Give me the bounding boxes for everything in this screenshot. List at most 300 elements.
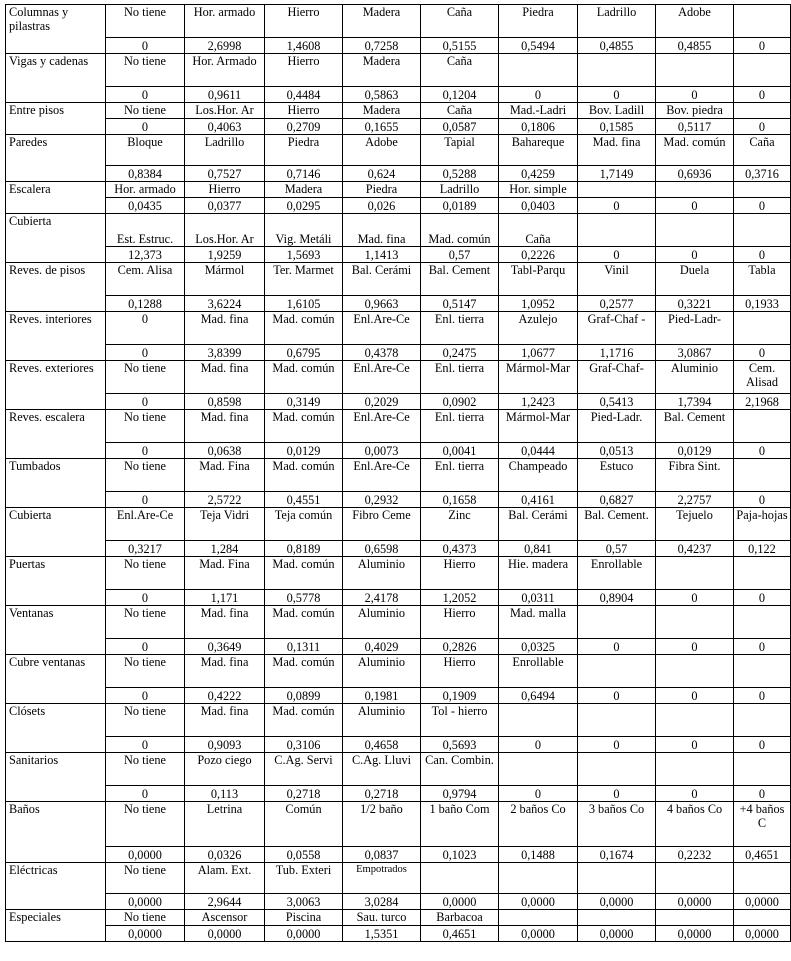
option-cell: Mad. fina (185, 606, 265, 639)
value-cell: 0,0435 (106, 198, 185, 214)
option-cell: Mad. común (265, 312, 343, 345)
option-cell: Hierro (185, 182, 265, 198)
option-cell (734, 103, 791, 119)
value-cell: 0,2226 (499, 247, 578, 263)
value-cell: 0,0000 (656, 894, 734, 910)
category-label: Cubierta (6, 214, 106, 263)
value-cell: 1,1716 (578, 345, 656, 361)
value-cell: 0,0073 (343, 443, 421, 459)
option-cell: Enl.Are-Ce (343, 312, 421, 345)
option-cell: Caña (421, 54, 499, 87)
value-cell: 0 (106, 119, 185, 135)
value-cell: 0 (734, 786, 791, 802)
value-cell: 0,2718 (265, 786, 343, 802)
option-cell: Caña (421, 5, 499, 38)
value-cell: 0,1981 (343, 688, 421, 704)
option-cell: Can. Combin. (421, 753, 499, 786)
option-row (6, 802, 791, 847)
category-label: Entre pisos (6, 103, 106, 135)
option-cell: Madera (343, 54, 421, 87)
option-cell: Teja común (265, 508, 343, 541)
option-cell: Empotrados (343, 863, 421, 894)
option-cell: Tub. Exteri (265, 863, 343, 894)
value-cell: 0,1488 (499, 847, 578, 863)
value-cell: 0,1311 (265, 639, 343, 655)
value-cell: 0 (734, 492, 791, 508)
option-cell: No tiene (106, 704, 185, 737)
option-cell: Tapial (421, 135, 499, 166)
option-cell: Los.Hor. Ar (185, 214, 265, 247)
value-cell: 0,0000 (265, 926, 343, 942)
value-cell: 0 (578, 87, 656, 103)
option-cell: Enl. tierra (421, 361, 499, 394)
option-cell: Caña (499, 214, 578, 247)
option-cell: No tiene (106, 557, 185, 590)
option-cell: Mármol-Mar (499, 410, 578, 443)
value-cell: 0,1655 (343, 119, 421, 135)
value-cell: 0 (106, 87, 185, 103)
value-cell: 0,1023 (421, 847, 499, 863)
value-cell: 2,2757 (656, 492, 734, 508)
option-cell: Piedra (499, 5, 578, 38)
value-cell: 0,5413 (578, 394, 656, 410)
value-cell: 0,7146 (265, 166, 343, 182)
option-cell: Enl. tierra (421, 459, 499, 492)
value-cell: 0 (734, 119, 791, 135)
table-body (6, 5, 791, 942)
value-cell: 0,0403 (499, 198, 578, 214)
value-cell: 0,6494 (499, 688, 578, 704)
value-cell: 0,0000 (421, 894, 499, 910)
value-cell: 0,0000 (734, 926, 791, 942)
option-cell: Mad. común (265, 606, 343, 639)
option-cell: Paja-hojas (734, 508, 791, 541)
option-cell: Graf-Chaf - (578, 312, 656, 345)
value-cell: 0 (106, 345, 185, 361)
value-cell: 0,5863 (343, 87, 421, 103)
value-cell: 0 (656, 198, 734, 214)
option-cell: 2 baños Co (499, 802, 578, 847)
value-cell: 1,284 (185, 541, 265, 557)
option-cell: Mad. común (656, 135, 734, 166)
value-cell: 0 (656, 87, 734, 103)
option-cell (421, 863, 499, 894)
option-row (6, 182, 791, 198)
value-cell: 0 (578, 639, 656, 655)
option-cell: Enl. tierra (421, 312, 499, 345)
option-cell: Mad.-Ladri (499, 103, 578, 119)
value-cell: 3,0284 (343, 894, 421, 910)
option-cell: Mad. fina (185, 655, 265, 688)
value-cell: 0 (499, 737, 578, 753)
option-row (6, 214, 791, 247)
value-cell: 0,2709 (265, 119, 343, 135)
value-cell: 0,0000 (185, 926, 265, 942)
option-cell: Mad. fina (185, 312, 265, 345)
option-row (6, 312, 791, 345)
value-cell: 0,5147 (421, 296, 499, 312)
option-cell: Mad. común (265, 655, 343, 688)
option-row (6, 263, 791, 296)
option-cell: Ladrillo (421, 182, 499, 198)
option-cell: Enl. tierra (421, 410, 499, 443)
value-row (6, 492, 791, 508)
category-label: Especiales (6, 910, 106, 942)
option-cell (578, 910, 656, 926)
value-row (6, 688, 791, 704)
value-cell: 2,4178 (343, 590, 421, 606)
option-cell: Mad. fina (578, 135, 656, 166)
option-cell: No tiene (106, 5, 185, 38)
value-cell: 0,0000 (106, 894, 185, 910)
value-cell: 0,8598 (185, 394, 265, 410)
value-cell: 0 (578, 688, 656, 704)
value-cell: 0 (656, 247, 734, 263)
value-cell: 0,0325 (499, 639, 578, 655)
category-label: Ventanas (6, 606, 106, 655)
option-cell (734, 704, 791, 737)
value-cell: 0,0129 (265, 443, 343, 459)
option-cell: Bloque (106, 135, 185, 166)
value-cell: 0 (106, 737, 185, 753)
option-cell: Fibro Ceme (343, 508, 421, 541)
value-cell: 0,1204 (421, 87, 499, 103)
value-row (6, 926, 791, 942)
option-cell: Hie. madera (499, 557, 578, 590)
option-cell: Mad. común (265, 410, 343, 443)
option-cell (499, 54, 578, 87)
table-container (5, 4, 788, 942)
category-label: Eléctricas (6, 863, 106, 910)
value-cell: 1,7149 (578, 166, 656, 182)
option-cell: Tejuelo (656, 508, 734, 541)
value-cell: 0,0513 (578, 443, 656, 459)
option-cell: Mad. común (265, 361, 343, 394)
option-cell (734, 606, 791, 639)
value-cell: 2,1968 (734, 394, 791, 410)
option-cell: Aluminio (343, 557, 421, 590)
value-cell: 0,0041 (421, 443, 499, 459)
option-cell (656, 655, 734, 688)
option-cell: Aluminio (343, 606, 421, 639)
value-cell: 0,6795 (265, 345, 343, 361)
option-cell: No tiene (106, 361, 185, 394)
option-cell: Mad. fina (185, 704, 265, 737)
value-row (6, 847, 791, 863)
value-cell: 0 (734, 688, 791, 704)
value-cell: 3,0063 (265, 894, 343, 910)
value-cell: 0,0000 (656, 926, 734, 942)
value-cell: 0,1674 (578, 847, 656, 863)
option-cell: Piedra (265, 135, 343, 166)
option-cell: 3 baños Co (578, 802, 656, 847)
option-cell: Bal. Cement (421, 263, 499, 296)
option-cell: Hierro (421, 606, 499, 639)
value-cell: 1,1413 (343, 247, 421, 263)
value-cell: 0,0902 (421, 394, 499, 410)
option-cell: Bov. Ladill (578, 103, 656, 119)
option-row (6, 5, 791, 38)
value-cell: 0,5494 (499, 38, 578, 54)
value-cell: 0,4063 (185, 119, 265, 135)
option-row (6, 410, 791, 443)
value-cell: 0,2826 (421, 639, 499, 655)
option-cell (656, 753, 734, 786)
option-cell: Letrina (185, 802, 265, 847)
option-cell: 1 baño Com (421, 802, 499, 847)
option-cell (578, 54, 656, 87)
category-label: Vigas y cadenas (6, 54, 106, 103)
value-row (6, 166, 791, 182)
value-cell: 0,3217 (106, 541, 185, 557)
category-label: Escalera (6, 182, 106, 214)
value-cell: 0 (106, 590, 185, 606)
option-cell: Tabl-Parqu (499, 263, 578, 296)
value-cell: 0 (106, 443, 185, 459)
option-row (6, 54, 791, 87)
value-cell: 0,0189 (421, 198, 499, 214)
option-row (6, 459, 791, 492)
value-cell: 0,2932 (343, 492, 421, 508)
option-cell: +4 baños C (734, 802, 791, 847)
value-row (6, 394, 791, 410)
option-cell: Vinil (578, 263, 656, 296)
option-cell: Ter. Marmet (265, 263, 343, 296)
option-cell (499, 704, 578, 737)
option-cell: Tabla (734, 263, 791, 296)
value-cell: 3,6224 (185, 296, 265, 312)
option-cell: Hor. simple (499, 182, 578, 198)
option-cell: Aluminio (343, 655, 421, 688)
value-cell: 0,3221 (656, 296, 734, 312)
option-cell: Los.Hor. Ar (185, 103, 265, 119)
option-cell: No tiene (106, 103, 185, 119)
option-cell: Madera (265, 182, 343, 198)
value-cell: 0 (656, 639, 734, 655)
option-cell: Enrollable (578, 557, 656, 590)
option-cell (578, 214, 656, 247)
option-cell: Ladrillo (185, 135, 265, 166)
value-cell: 1,0952 (499, 296, 578, 312)
value-cell: 0,0129 (656, 443, 734, 459)
option-cell: Cem. Alisa (106, 263, 185, 296)
value-cell: 1,5351 (343, 926, 421, 942)
value-cell: 2,5722 (185, 492, 265, 508)
value-cell: 1,171 (185, 590, 265, 606)
option-cell: Teja Vidri (185, 508, 265, 541)
value-cell: 0,4855 (656, 38, 734, 54)
value-cell: 0,4484 (265, 87, 343, 103)
value-cell: 0,0000 (499, 926, 578, 942)
value-cell: 0,113 (185, 786, 265, 802)
option-cell: Caña (734, 135, 791, 166)
category-label: Puertas (6, 557, 106, 606)
option-cell (734, 910, 791, 926)
option-cell (578, 863, 656, 894)
value-cell: 0 (106, 688, 185, 704)
value-cell: 0 (578, 198, 656, 214)
value-row (6, 87, 791, 103)
option-cell: Aluminio (343, 704, 421, 737)
option-cell: Alam. Ext. (185, 863, 265, 894)
option-cell: Fibra Sint. (656, 459, 734, 492)
option-cell (656, 606, 734, 639)
option-cell: Tol - hierro (421, 704, 499, 737)
value-cell: 1,5693 (265, 247, 343, 263)
option-cell (499, 753, 578, 786)
option-cell (578, 655, 656, 688)
value-row (6, 345, 791, 361)
option-cell: Mad. malla (499, 606, 578, 639)
option-row (6, 704, 791, 737)
value-cell: 0 (578, 786, 656, 802)
value-cell: 0 (734, 737, 791, 753)
option-cell: Aluminio (656, 361, 734, 394)
value-cell: 0 (734, 345, 791, 361)
value-cell: 0,2029 (343, 394, 421, 410)
value-cell: 0,9093 (185, 737, 265, 753)
option-row (6, 606, 791, 639)
option-row (6, 753, 791, 786)
value-cell: 0,0377 (185, 198, 265, 214)
option-cell: Est. Estruc. (106, 214, 185, 247)
option-cell: Estuco (578, 459, 656, 492)
value-cell: 0,4373 (421, 541, 499, 557)
value-cell: 0,0295 (265, 198, 343, 214)
value-cell: 0,0000 (578, 894, 656, 910)
category-label: Reves. interiores (6, 312, 106, 361)
value-cell: 0,4651 (421, 926, 499, 942)
value-cell: 0,1585 (578, 119, 656, 135)
option-cell (499, 910, 578, 926)
value-cell: 0 (734, 443, 791, 459)
option-cell: Hierro (265, 103, 343, 119)
value-cell: 0 (499, 87, 578, 103)
value-cell: 0,6598 (343, 541, 421, 557)
option-cell: Champeado (499, 459, 578, 492)
value-row (6, 198, 791, 214)
category-label: Columnas y pilastras (6, 5, 106, 54)
value-cell: 0,9794 (421, 786, 499, 802)
value-cell: 0 (578, 247, 656, 263)
value-cell: 0,0000 (106, 926, 185, 942)
option-cell: Piscina (265, 910, 343, 926)
value-cell: 0,0000 (578, 926, 656, 942)
option-cell: Pied-Ladr. (578, 410, 656, 443)
option-row (6, 655, 791, 688)
category-label: Tumbados (6, 459, 106, 508)
construction-coefficients-table (5, 4, 791, 942)
value-cell: 0,9663 (343, 296, 421, 312)
option-cell (734, 5, 791, 38)
value-row (6, 894, 791, 910)
value-cell: 0,4222 (185, 688, 265, 704)
option-cell: Bov. piedra (656, 103, 734, 119)
value-cell: 0,4658 (343, 737, 421, 753)
option-cell: No tiene (106, 910, 185, 926)
option-cell: No tiene (106, 54, 185, 87)
option-cell: Pozo ciego (185, 753, 265, 786)
option-row (6, 910, 791, 926)
value-row (6, 38, 791, 54)
option-cell: Duela (656, 263, 734, 296)
option-cell (734, 863, 791, 894)
value-row (6, 737, 791, 753)
value-cell: 0 (578, 737, 656, 753)
option-row (6, 508, 791, 541)
option-cell: Bal. Cement (656, 410, 734, 443)
option-cell: Mad. común (265, 459, 343, 492)
option-cell (656, 214, 734, 247)
option-cell: No tiene (106, 410, 185, 443)
option-cell: Mármol-Mar (499, 361, 578, 394)
value-cell: 0,8384 (106, 166, 185, 182)
value-cell: 1,4608 (265, 38, 343, 54)
option-cell: Mad. fina (185, 410, 265, 443)
option-cell: Hierro (421, 655, 499, 688)
option-cell: Bahareque (499, 135, 578, 166)
category-label: Reves. escalera (6, 410, 106, 459)
value-cell: 0,0837 (343, 847, 421, 863)
value-cell: 0,6936 (656, 166, 734, 182)
option-cell: No tiene (106, 655, 185, 688)
value-cell: 1,2052 (421, 590, 499, 606)
category-label: Reves. de pisos (6, 263, 106, 312)
value-cell: 0,4237 (656, 541, 734, 557)
option-cell: 4 baños Co (656, 802, 734, 847)
value-cell: 0,4378 (343, 345, 421, 361)
value-cell: 0 (656, 737, 734, 753)
value-row (6, 786, 791, 802)
option-cell: Enrollable (499, 655, 578, 688)
value-cell: 0,4161 (499, 492, 578, 508)
category-label: Clósets (6, 704, 106, 753)
option-cell: No tiene (106, 753, 185, 786)
value-cell: 0,4551 (265, 492, 343, 508)
value-cell: 0,0311 (499, 590, 578, 606)
value-cell: 0,3649 (185, 639, 265, 655)
value-row (6, 541, 791, 557)
value-cell: 0 (499, 786, 578, 802)
option-cell: Cem. Alisad (734, 361, 791, 394)
option-cell: No tiene (106, 802, 185, 847)
value-cell: 0,026 (343, 198, 421, 214)
category-label: Cubierta (6, 508, 106, 557)
value-cell: 0,1288 (106, 296, 185, 312)
value-cell: 0,2475 (421, 345, 499, 361)
value-row (6, 296, 791, 312)
option-cell: Hierro (421, 557, 499, 590)
option-cell: Hierro (265, 54, 343, 87)
option-cell: Mad. fina (185, 361, 265, 394)
value-cell: 0,5693 (421, 737, 499, 753)
option-row (6, 135, 791, 166)
value-cell: 0,9611 (185, 87, 265, 103)
option-cell: C.Ag. Lluvi (343, 753, 421, 786)
value-cell: 0,122 (734, 541, 791, 557)
option-cell (734, 557, 791, 590)
option-row (6, 103, 791, 119)
option-cell (734, 54, 791, 87)
value-cell: 0 (106, 38, 185, 54)
value-cell: 0 (734, 87, 791, 103)
value-cell: 0,841 (499, 541, 578, 557)
value-cell: 0,5117 (656, 119, 734, 135)
value-cell: 2,6998 (185, 38, 265, 54)
option-cell: Adobe (343, 135, 421, 166)
category-label: Paredes (6, 135, 106, 182)
value-cell: 0,4855 (578, 38, 656, 54)
